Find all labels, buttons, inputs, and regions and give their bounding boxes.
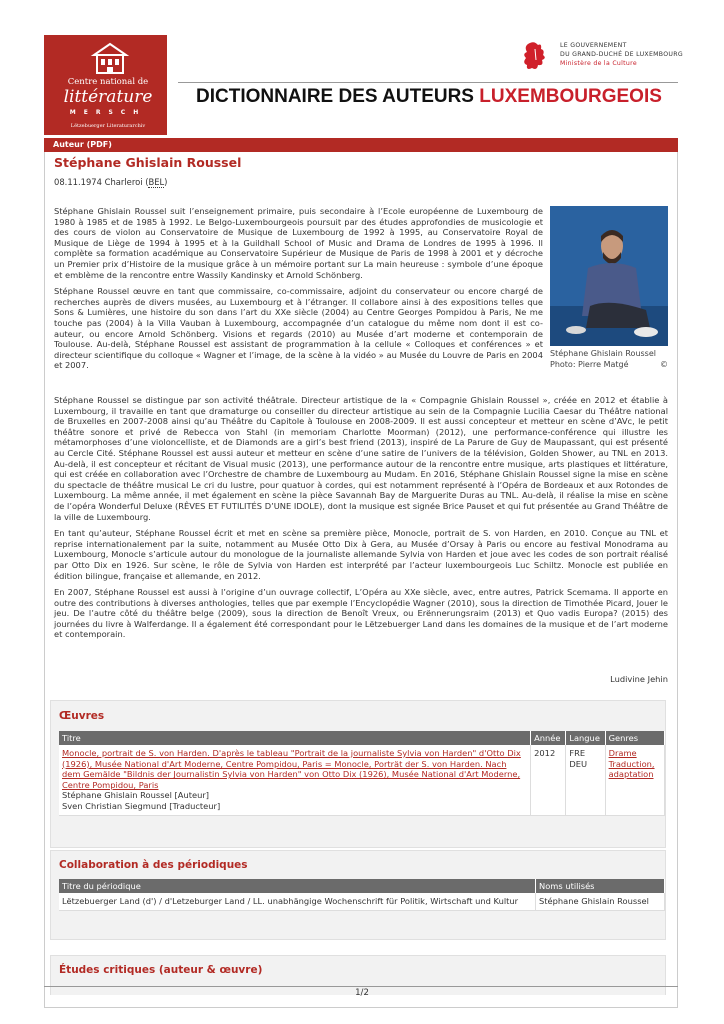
work-language-2: DEU	[569, 758, 588, 769]
author-photo	[550, 206, 668, 346]
page-number: 1/2	[355, 988, 369, 998]
government-logo	[520, 40, 700, 76]
bio-paragraph-1: Stéphane Ghislain Roussel suit l’enseignement primaire, puis secondaire à l’Ecole européenne de Luxembourg de 1980 à 1985 et de 1985 à 1992. Le Belgo-Luxembourgeois poursuit par des études approfondies de musicologie et des cours de violon au Conservatoire de Musique de Luxembourg de 1992 à 1995, au Conservatoire Royal de Musique de Liège de 1994 à 1995 et à la Guildhall School of Music and Drama de Londres de 1995 à 1996. Il complète sa formation académique au Conservatoire Supérieur de Musique de Paris de 1998 à 2001 et y décroche un Premier prix d’Histoire de la musique grâce à un mémoire portant sur La main heureuse : symbole d’une époque et emblème de la rencontre entre Wassily Kandinsky et Arnold Schönberg.	[54, 206, 543, 280]
bio-paragraph-2: Stéphane Roussel œuvre en tant que commissaire, co-commissaire, adjoint du conservateur ou encore chargé de recherches auprès de divers musées, au Luxembourg et à l’étranger. Il collabore ainsi à des expositions telles que Sons & Lumières, une histoire du son dans l’art du XXe siècle (2004) au Centre Georges Pompidou à Paris, Ne me touche pas (2004) à la Villa Vauban à Luxembourg, accompagnée d’un catalogue du même nom dont il est co-auteur, ou encore Arnold Schönberg. Visions et regards (2010) au Musée d’art moderne et contemporain de Toulouse. Au-delà, Stéphane Roussel est assistant de programmation à la cellule « Colloques et conférences » et directeur scientifique du colloque « Wagner et l’image, de la scène à la vidéo » au Musée du Louvre de Paris en 2004 et 2007.	[54, 286, 543, 371]
works-col-genres: Genres	[605, 731, 664, 745]
works-table	[59, 731, 665, 816]
dates-prefix: 08.11.1974 Charleroi (	[54, 177, 149, 187]
genre-link[interactable]: Traduction,	[608, 758, 655, 769]
periodicals-col-names: Noms utilisés	[536, 879, 665, 893]
works-title: Œuvres	[59, 710, 105, 722]
caption-credit	[550, 359, 668, 370]
works-col-year: Année	[531, 731, 566, 745]
table-row	[59, 745, 665, 815]
title-part1: DICTIONNAIRE DES AUTEURS	[196, 86, 480, 107]
periodicals-title: Collaboration à des périodiques	[59, 859, 248, 871]
works-header-row	[59, 731, 665, 745]
logo-line3: MERSCH	[69, 109, 147, 116]
genre-link[interactable]: adaptation	[608, 769, 654, 780]
genre-link[interactable]: Drame	[608, 748, 637, 758]
periodicals-table	[59, 879, 665, 911]
work-language-1: FRE	[569, 748, 586, 758]
work-year: 2012	[531, 745, 566, 815]
bio-paragraph-3: Stéphane Roussel se distingue par son activité théâtrale. Directeur artistique de la « Compagnie Ghislain Roussel », créée en 2012 et établie à Luxembourg, il travaille en tant que dramaturge ou conseiller du directeur artistique au sein de la Compagnie Lucilia Caesar du Théâtre national de Bruxelles en 2007-2008 ainsi qu’au Théâtre du Capitole à Toulouse en 2008-2009. Il est aussi concepteur et metteur en scène d’AVc, le petit théâtre sonore et privé de Rebecca von Stahl (in memoriam Charlotte Moorman) (2012), une performance-conférence qui illustre les métamorphoses d’une violoncelliste, et de Diamonds are a girl’s best friend (2013), inspiré de La Parure de Guy de Maupassant, qui est présenté au Cercle Cité. Stéphane Roussel est aussi auteur et metteur en scène d’une satire de l’univers de la télévision, Golden Shower, au TNL en 2013. Au-delà, il est concepteur et récitant de Visual music (2013), une performance autour de la rencontre entre musique, arts plastiques et littérature, qui est créée en collaboration avec l’Orchestre de chambre de Luxembourg au Mudam. En 2016, Stéphane Ghislain Roussel signe la mise en scène du spectacle de théâtre musical Le cri du lustre, pour quatuor à cordes, qui est notamment représenté à l’Opéra de Bordeaux et aux Rotondes de Luxembourg. La même année, il met également en scène la pièce Savannah Bay de Marguerite Duras au TNL. Au-delà, il réalise la mise en scène de l’opéra Wonderful Deluxe (RÊVES ET FUTILITÉS D’UNE IDOLE), dont la musique est signée Brice Pauset et qui fut présentée au Grand Théâtre de la ville de Luxembourg.	[54, 395, 668, 522]
caption-name: Stéphane Ghislain Roussel	[550, 349, 656, 358]
periodicals-section	[50, 850, 666, 940]
works-section	[50, 700, 666, 848]
critiques-title: Études critiques (auteur & œuvre)	[59, 964, 263, 976]
bio-signature: Ludivine Jehin	[610, 674, 668, 684]
logo-line4: Lëtzebuerger Literaturarchiv	[70, 123, 146, 129]
biography-bottom	[54, 395, 668, 646]
work-contributor: Stéphane Ghislain Roussel [Auteur]	[62, 790, 209, 801]
gov-line1: LE GOUVERNEMENT	[560, 42, 627, 49]
gov-line2: DU GRAND-DUCHÉ DE LUXEMBOURG	[560, 51, 683, 58]
portrait-image	[550, 206, 668, 346]
works-col-title: Titre	[59, 731, 531, 745]
photo-caption	[550, 348, 668, 370]
work-contributor: Sven Christian Siegmund [Traducteur]	[62, 800, 221, 811]
house-icon	[90, 41, 130, 75]
periodical-names: Stéphane Ghislain Roussel	[536, 893, 665, 910]
header-divider	[178, 82, 678, 83]
work-language	[566, 745, 605, 815]
work-genres	[605, 745, 664, 815]
gov-line3: Ministère de la Culture	[560, 60, 637, 67]
logo-line2: littérature	[63, 87, 153, 107]
logo-line1: Centre national de	[67, 77, 149, 87]
author-name: Stéphane Ghislain Roussel	[54, 155, 242, 170]
copyright-mark: ©	[660, 360, 668, 369]
periodical-title: Lëtzebuerger Land (d') / d'Letzeburger Land / LL. unabhängige Wochenschrift für Politik, Wirtschaft und Kultur	[59, 893, 536, 910]
photo-credit: Photo: Pierre Matgé	[550, 360, 629, 369]
bio-paragraph-4: En tant qu’auteur, Stéphane Roussel écrit et met en scène sa première pièce, Monocle, portrait de S. von Harden, en 2010. Conçue au TNL et reprise internationalement par la suite, notamment au Musée Otto Dix à Gera, au Musée d’Orsay à Paris ou encore au festival Monodrama au Luxembourg, Monocle s’articule autour du monologue de la journaliste allemande Sylvia von Harden et joue avec les codes de son portrait réalisé par Otto Dix en 1926. Sur scène, le rôle de Sylvia von Harden est interprété par l’acteur luxembourgeois Luc Schiltz. Monocle est publiée en édition bilingue, française et allemande, en 2012.	[54, 528, 668, 581]
dates-suffix: )	[164, 177, 168, 187]
page-title	[196, 86, 662, 108]
government-text	[560, 41, 683, 68]
bio-paragraph-5: En 2007, Stéphane Roussel est aussi à l’origine d’un ouvrage collectif, L’Opéra au XXe siècle, avec, entre autres, Patrick Scemama. Il apporte en outre des contributions à diverses anthologies, telles que par exemple l’Encyclopédie Wagner (2010), sous la direction de Timothée Picard, Jouer le jeu. De l’autre côté du théâtre belge (2009), sous la direction de Benoît Vreux, ou Erënnerungsraim (2013) et Quo vadis Europa? (2015) des journées du livre à Walferdange. Il a également été correspondant pour le Lëtzebuerger Land dans les domaines de la musique et de l’art moderne et contemporain.	[54, 587, 668, 640]
biography-top	[54, 206, 543, 377]
work-title-link[interactable]: Monocle, portrait de S. von Harden. D'après le tableau "Portrait de la journaliste Sylvia von Harden" d'Otto Dix (1926), Musée National d'Art Moderne, Centre Pompidou, Paris = Monocle, Porträt der S. von Harden. Nach dem Gemälde "Bildnis der Journalistin Sylvia von Harden" von Otto Dix (1926), Musée National d'Art Moderne, Centre Pompidou, Paris	[62, 748, 521, 790]
author-dates	[54, 177, 167, 187]
lion-icon	[520, 40, 550, 74]
work-title-cell	[59, 745, 531, 815]
periodicals-col-title: Titre du périodique	[59, 879, 536, 893]
panel-header: Auteur (PDF)	[44, 138, 678, 152]
footer-divider	[44, 986, 678, 987]
table-row	[59, 893, 665, 910]
periodicals-header-row	[59, 879, 665, 893]
works-col-language: Langue	[566, 731, 605, 745]
cnl-logo	[44, 35, 167, 135]
country-abbr[interactable]: BEL	[148, 177, 165, 187]
title-part2: LUXEMBOURGEOIS	[479, 86, 662, 107]
